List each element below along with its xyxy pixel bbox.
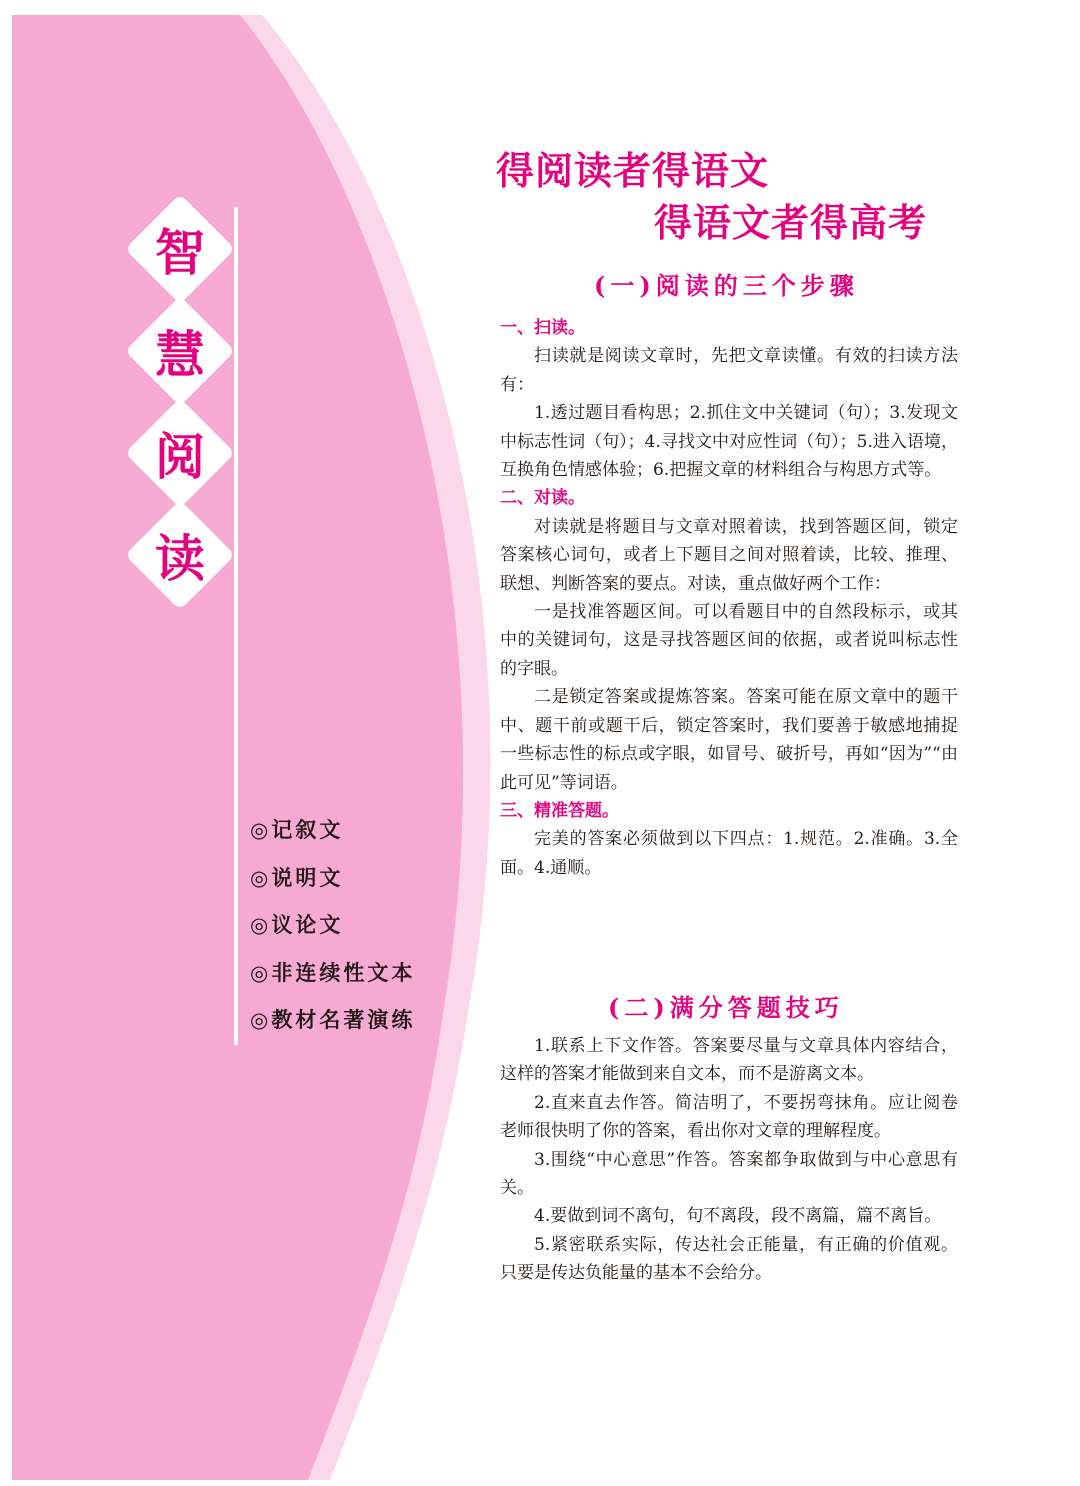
paragraph: 扫读就是阅读文章时，先把文章读懂。有效的扫读方法有：	[500, 346, 958, 395]
paragraph: 1.透过题目看构思；2.抓住文中关键词（句）；3.发现文中标志性词（句）；4.寻找文中对应性词（句）；5.进入语境，互换角色情感体验；6.把握文章的材料组合与构思方式等。	[500, 403, 958, 481]
title-char: 读	[155, 530, 205, 588]
heading-line-2: 得语文者得高考	[654, 201, 928, 245]
paragraph: 4.要做到词不离句，句不离段，段不离篇，篇不离旨。	[534, 1206, 942, 1227]
section-2-body	[500, 1032, 958, 1288]
catalog-item: ◎教材名著演练	[250, 1007, 416, 1032]
title-char: 智	[155, 224, 205, 282]
section-1-title: (一)阅读的三个步骤	[594, 271, 859, 300]
paragraph: 5.紧密联系实际，传达社会正能量，有正确的价值观。只要是传达负能量的基本不会给分。	[500, 1234, 958, 1284]
divider-line	[234, 207, 238, 1045]
paragraph: 1.联系上下文作答。答案要尽量与文章具体内容结合，这样的答案才能做到来自文本，而不是游离文本。	[500, 1036, 958, 1085]
paragraph: 二是锁定答案或提炼答案。答案可能在原文章中的题干中、题干前或题干后，锁定答案时，我们要善于敏感地捕捉一些标志性的标点或字眼，如冒号、破折号，再如“因为”“由此可见”等词语。	[500, 687, 958, 793]
step-2-title: 二、对读。	[500, 488, 585, 509]
catalog-item: ◎说明文	[250, 864, 344, 890]
paragraph: 3.围绕“中心意思”作答。答案都争取做到与中心意思有关。	[500, 1149, 958, 1199]
title-diamond	[128, 197, 232, 301]
step-3-title: 三、精准答题。	[500, 800, 619, 821]
paragraph: 对读就是将题目与文章对照着读，找到答题区间，锁定答案核心词句，或者上下题目之间对照着读，比较、推理、联想、判断答案的要点。对读，重点做好两个工作：	[500, 516, 958, 594]
catalog-item: ◎议论文	[250, 912, 344, 937]
catalog-list	[250, 815, 415, 1053]
section-1-body	[500, 314, 958, 882]
section-2-title: (二)满分答题技巧	[608, 993, 844, 1022]
paragraph: 一是找准答题区间。可以看题目中的自然段标示，或其中的关键词句，这是寻找答题区间的依据，或者说叫标志性的字眼。	[500, 602, 958, 679]
catalog-item: ◎非连续性文本	[250, 959, 416, 985]
title-diamond	[128, 401, 232, 505]
title-diamond	[128, 503, 232, 607]
heading-line-1: 得阅读者得语文	[496, 149, 770, 193]
title-char: 阅	[155, 428, 205, 486]
step-1-title: 一、扫读。	[500, 318, 585, 338]
paragraph: 2.直来直去作答。简洁明了，不要拐弯抹角。应让阅卷老师很快明了你的答案，看出你对文章的理解程度。	[500, 1092, 958, 1142]
catalog-item: ◎记叙文	[250, 817, 344, 842]
title-char: 慧	[155, 326, 205, 384]
paragraph: 完美的答案必须做到以下四点：1.规范。2.准确。3.全面。4.通顺。	[500, 829, 958, 878]
title-diamond	[128, 299, 232, 403]
